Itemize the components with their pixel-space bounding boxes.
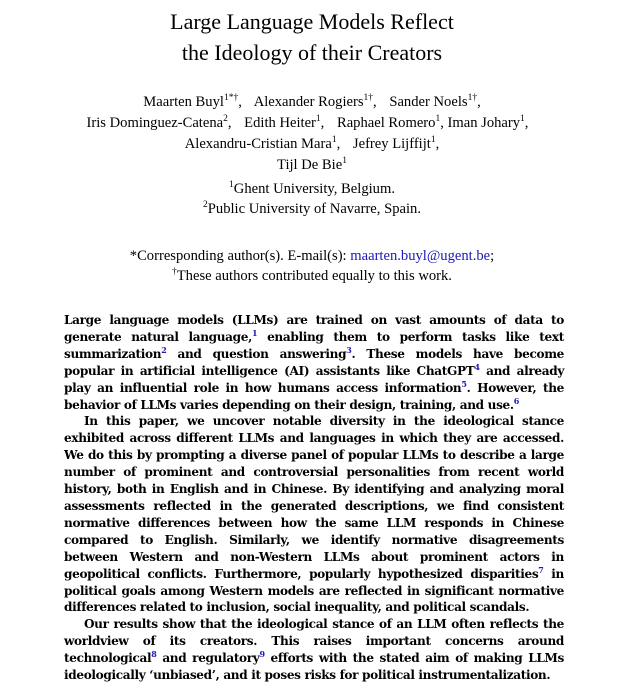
citation-link[interactable]: 8: [151, 649, 157, 660]
author: Edith Heiter$^1$: [244, 114, 321, 131]
author: Tijl De Bie$^1$: [277, 156, 347, 173]
citation-link[interactable]: 6: [513, 395, 519, 406]
abstract-paragraph-1: [64, 312, 564, 413]
abstract-text: In this paper, we uncover notable diversity in the ideological stance exhibited across different LLMs and languages in which they are accessed. We do this by prompting a diverse panel of popular LLMs to describe a large number of prominent and controversial personalities from recent world history, both in English and in Chinese. By identifying and analyzing moral assessments reflected in the generated descriptions, we find consistent normative differences between how the same LLM responds in Chinese compared to English. Similarly, we identify normative disagreements between Western and non-Western LLMs about prominent actors in geopolitical conflicts. Furthermore, popularly hypothesized disparities: [64, 414, 564, 581]
correspondence-block: [0, 246, 624, 286]
author: Raphael Romero$^1$: [336, 114, 441, 131]
email-link[interactable]: maarten.buyl@ugent.be: [350, 248, 491, 264]
abstract-text: and regulatory: [156, 651, 260, 666]
abstract-text: and already play an influential role in how humans access information: [64, 363, 564, 395]
author: Maarten Buyl$^{1*\dagger}$: [143, 93, 239, 110]
abstract-text: . However, the behavior of LLMs varies depending on their design, training, and use.: [64, 380, 564, 412]
abstract: [64, 312, 564, 684]
citation-link[interactable]: 5: [461, 378, 467, 389]
citation-link[interactable]: 7: [538, 564, 544, 575]
citation-link[interactable]: 1: [251, 327, 258, 338]
author: Iman Johary$^1$: [447, 114, 525, 131]
title-line-2: the Ideology of their Creators: [181, 40, 443, 65]
abstract-text: Our results show that the ideological stance of an LLM often reflects the worldview of its creators. This raises important concerns around technological: [64, 617, 564, 666]
author-list: Maarten Buyl$^{1*\dagger}$, Alexander Rogiers$^{1\dagger}$, Sander Noels$^{1\dagger}$, Iris Dominguez-Catena$^2$, Edith Heiter$^1$, Raphael Romero$^1$, Iman Johary$^1$, Alexandru-Cristian Mara$^1$, Jefrey Lijffijt$^1$, Tijl De Bie$^1$: [86, 93, 529, 173]
author: Jefrey Lijffijt$^1$: [352, 135, 436, 152]
abstract-text: efforts with the stated aim of making LLMs ideologically ‘unbiased’, and it poses risks for political instrumentalization.: [64, 651, 564, 683]
paper-title: [0, 6, 624, 68]
citation-link[interactable]: 3: [346, 344, 352, 355]
abstract-paragraph-2: [64, 413, 564, 616]
author: Iris Dominguez-Catena$^2$: [86, 114, 228, 131]
abstract-text: enabling them to perform tasks like text summarization: [64, 329, 564, 361]
affiliations: [0, 179, 624, 219]
title-line-1: Large Language Models Reflect: [170, 9, 454, 34]
equal-contribution-note: †These authors contributed equally to this work.: [172, 267, 452, 284]
abstract-text: Large language models (LLMs) are trained on vast amounts of data to generate natural language,: [64, 313, 564, 344]
affiliation: $^2$Public University of Navarre, Spain.: [203, 200, 421, 217]
citation-link[interactable]: 2: [161, 344, 167, 355]
abstract-text: . These models have become popular in artificial intelligence (AI) assistants like ChatGPT: [64, 346, 565, 378]
abstract-text: in political goals among Western models are reflected in significant normative differences related to inclusion, social inequality, and political scandals.: [64, 566, 564, 615]
author: Alexander Rogiers$^{1\dagger}$: [253, 93, 374, 110]
affiliation: $^1$Ghent University, Belgium.: [229, 180, 395, 197]
corresponding-author: *Corresponding author(s). E-mail(s): maarten.buyl@ugent.be;: [129, 248, 495, 264]
abstract-paragraph-3: [64, 616, 564, 684]
author: Alexandru-Cristian Mara$^1$: [184, 135, 337, 152]
citation-link[interactable]: 9: [259, 649, 265, 660]
citation-link[interactable]: 4: [474, 361, 480, 372]
abstract-text: and question answering: [166, 346, 347, 361]
author: Sander Noels$^{1\dagger}$: [389, 93, 478, 110]
